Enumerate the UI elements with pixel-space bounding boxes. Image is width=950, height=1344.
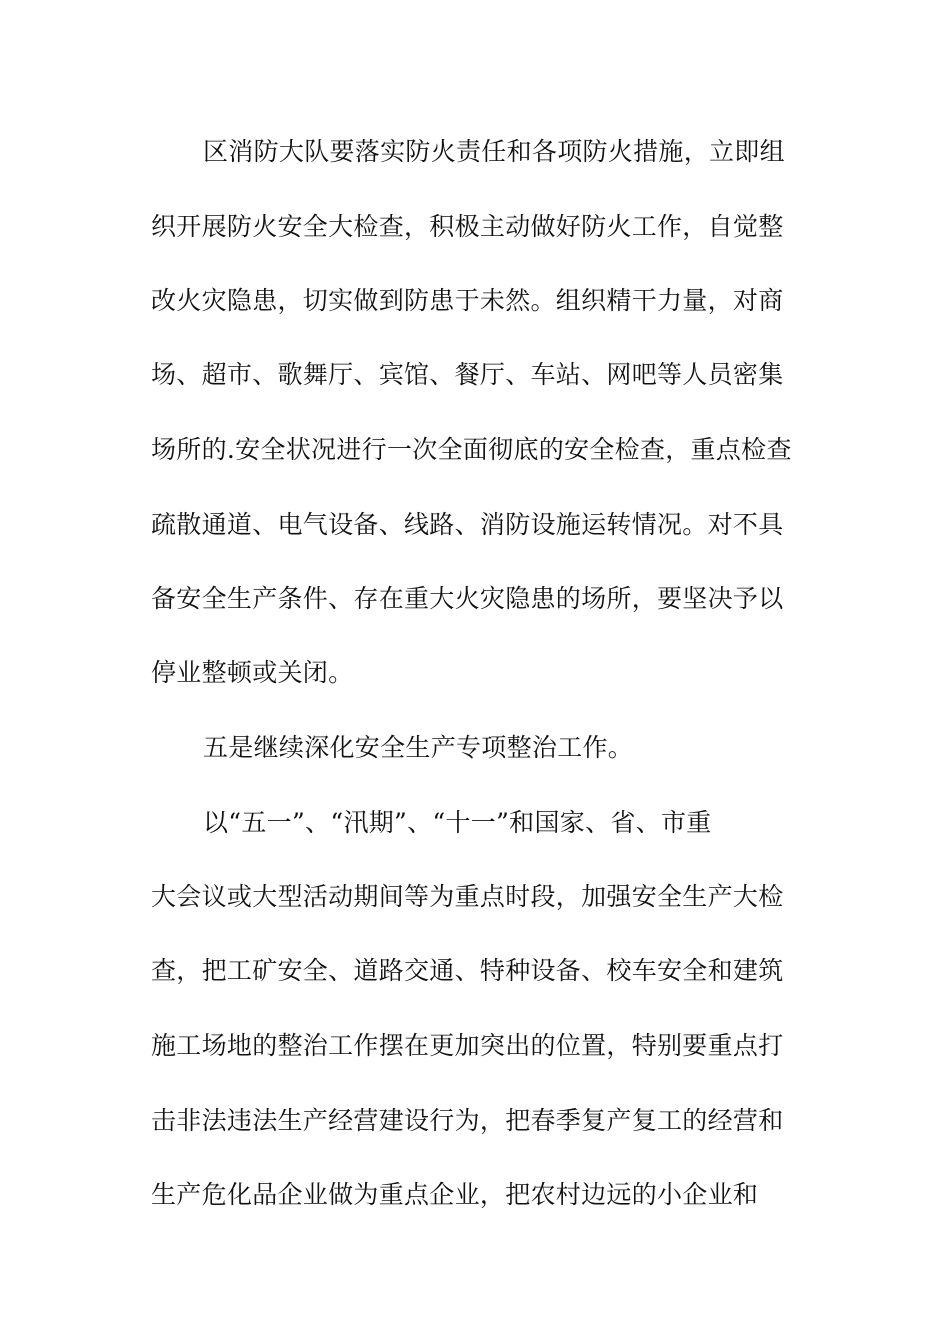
paragraph-line: 场、超市、歌舞厅、宾馆、餐厅、车站、网吧等人员密集 <box>151 360 784 389</box>
paragraph-line: 备安全生产条件、存在重大火灾隐患的场所，要坚决予以 <box>151 584 784 613</box>
paragraph-line: 击非法违法生产经营建设行为，把春季复产复工的经营和 <box>151 1106 784 1135</box>
paragraph-line: 场所的.安全状况进行一次全面彻底的安全检查，重点检查 <box>151 435 792 464</box>
paragraph-line: 施工场地的整治工作摆在更加突出的位置，特别要重点打 <box>151 1031 784 1060</box>
paragraph-line: 疏散通道、电气设备、线路、消防设施运转情况。对不具 <box>151 510 784 539</box>
paragraph-line: 停业整顿或关闭。 <box>151 658 354 687</box>
paragraph-line: 查，把工矿安全、道路交通、特种设备、校车安全和建筑 <box>151 956 784 985</box>
paragraph-line: 大会议或大型活动期间等为重点时段，加强安全生产大检 <box>151 882 784 911</box>
paragraph-line: 区消防大队要落实防火责任和各项防火措施，立即组 <box>203 137 785 166</box>
paragraph-line: 以“五一”、“汛期”、“十一”和国家、省、市重 <box>203 808 712 837</box>
paragraph-line: 生产危化品企业做为重点企业，把农村边远的小企业和 <box>151 1180 759 1209</box>
section-heading-line: 五是继续深化安全生产专项整治工作。 <box>203 733 634 762</box>
paragraph-line: 织开展防火安全大检查，积极主动做好防火工作，自觉整 <box>151 212 784 241</box>
paragraph-line: 改火灾隐患，切实做到防患于未然。组织精干力量，对商 <box>151 286 784 315</box>
